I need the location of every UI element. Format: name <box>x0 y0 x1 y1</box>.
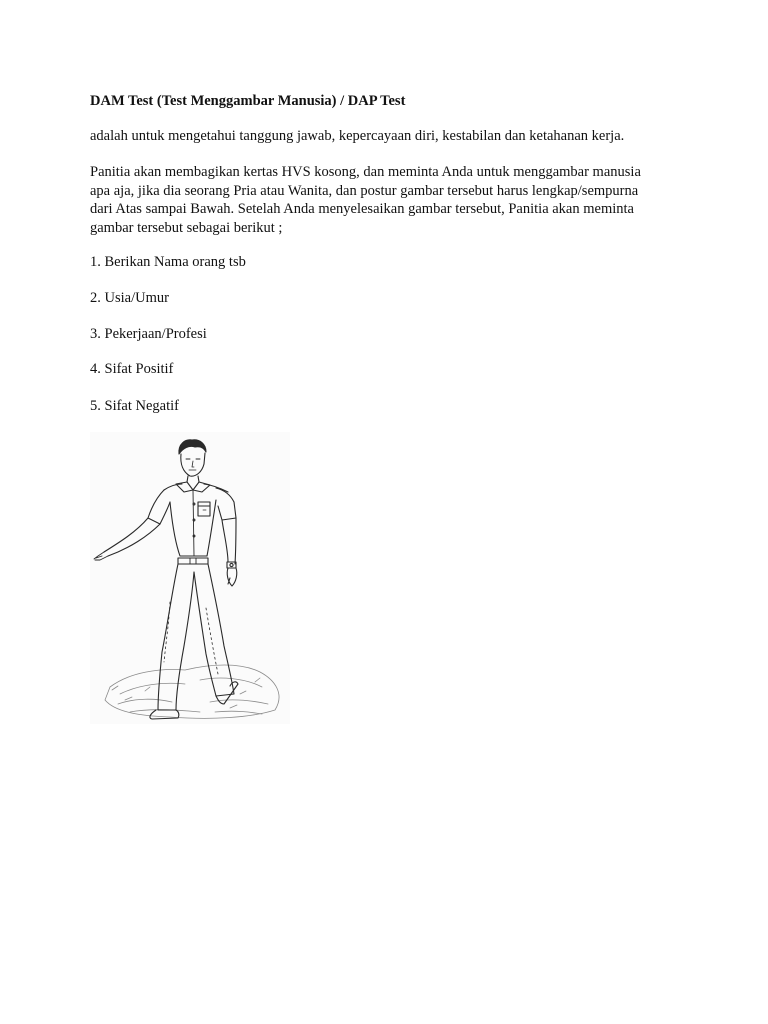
head <box>181 453 205 476</box>
instructions-line: Panitia akan membagikan kertas HVS kosong, dan meminta Anda untuk menggambar manusia <box>90 164 641 180</box>
left-leg <box>158 564 194 710</box>
instructions-line: gambar tersebut sebagai berikut ; <box>90 219 283 236</box>
instructions-paragraph <box>90 163 690 237</box>
ground-scribble <box>105 665 279 718</box>
list-item-age: 2. Usia/Umur <box>90 290 169 306</box>
right-sleeve <box>216 488 236 520</box>
shirt-body <box>164 484 228 556</box>
document-title: DAM Test (Test Menggambar Manusia) / DAP Test <box>90 93 406 109</box>
right-foot <box>216 682 238 704</box>
left-foot <box>150 710 179 719</box>
belt <box>178 558 208 564</box>
list-item-name: 1. Berikan Nama orang tsb <box>90 254 246 270</box>
list-item-positive-trait: 4. Sifat Positif <box>90 361 174 377</box>
right-hand <box>227 568 237 586</box>
list-item-occupation: 3. Pekerjaan/Profesi <box>90 326 207 342</box>
left-sleeve <box>148 490 170 524</box>
intro-paragraph: adalah untuk mengetahui tanggung jawab, kepercayaan diri, kestabilan dan ketahanan kerja. <box>90 128 625 144</box>
shirt-pocket <box>198 502 210 516</box>
left-arm <box>104 518 160 556</box>
instructions-line: apa aja, jika dia seorang Pria atau Wanita, dan postur gambar tersebut harus lengkap/sempurna <box>90 182 639 199</box>
list-item-negative-trait: 5. Sifat Negatif <box>90 398 179 414</box>
right-arm <box>222 518 236 564</box>
man-sketch-illustration <box>90 432 290 724</box>
human-drawing-figure <box>90 432 290 724</box>
hair <box>179 440 206 454</box>
instructions-line: dari Atas sampai Bawah. Setelah Anda menyelesaikan gambar tersebut, Panitia akan meminta <box>90 201 634 217</box>
